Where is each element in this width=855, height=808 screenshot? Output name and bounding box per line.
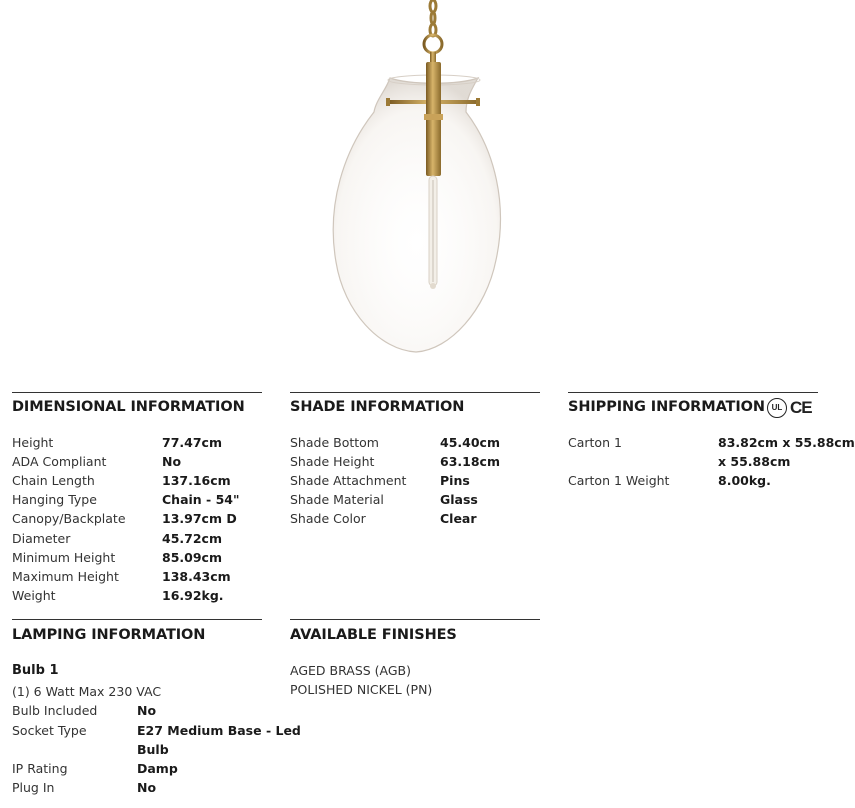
shade-label-bottom: Shade Bottom (290, 435, 379, 450)
dim-value-diameter: 45.72cm (162, 531, 222, 546)
dim-label-hanging-type: Hanging Type (12, 492, 97, 507)
dimensional-heading: DIMENSIONAL INFORMATION (12, 399, 245, 415)
shipping-rule (568, 392, 818, 393)
lamp-value-socket-type-line2: Bulb (137, 742, 169, 757)
finishes-heading: AVAILABLE FINISHES (290, 627, 457, 643)
lamp-value-bulb-included: No (137, 703, 157, 718)
carton-weight-value: 8.00kg. (718, 473, 771, 488)
shade-label-material: Shade Material (290, 492, 384, 507)
bulb-description: (1) 6 Watt Max 230 VAC (12, 684, 162, 699)
finish-item-polished-nickel: POLISHED NICKEL (PN) (290, 682, 433, 697)
shade-label-color: Shade Color (290, 511, 366, 526)
pendant-lamp-image (320, 0, 500, 370)
carton-weight-label: Carton 1 Weight (568, 473, 670, 488)
finishes-rule (290, 619, 540, 620)
dim-label-weight: Weight (12, 588, 56, 603)
lamp-value-plug-in: No (137, 780, 157, 795)
lamp-label-bulb-included: Bulb Included (12, 703, 98, 718)
bulb-title: Bulb 1 (12, 663, 59, 678)
lamping-rule (12, 619, 262, 620)
certification-marks (767, 398, 812, 418)
dim-label-chain-length: Chain Length (12, 473, 95, 488)
dim-label-canopy: Canopy/Backplate (12, 511, 126, 526)
shade-value-material: Glass (440, 492, 478, 507)
dim-label-min-height: Minimum Height (12, 550, 116, 565)
carton-label: Carton 1 (568, 435, 622, 450)
dim-value-weight: 16.92kg. (162, 588, 224, 603)
shade-value-attachment: Pins (440, 473, 470, 488)
dim-label-diameter: Diameter (12, 531, 71, 546)
lamp-label-plug-in: Plug In (12, 780, 55, 795)
shade-value-height: 63.18cm (440, 454, 500, 469)
dim-label-height: Height (12, 435, 54, 450)
dim-value-max-height: 138.43cm (162, 569, 231, 584)
carton-value-line1: 83.82cm x 55.88cm (718, 435, 855, 450)
shade-label-attachment: Shade Attachment (290, 473, 407, 488)
lamp-value-ip-rating: Damp (137, 761, 178, 776)
dim-value-chain-length: 137.16cm (162, 473, 231, 488)
shade-value-bottom: 45.40cm (440, 435, 500, 450)
dimensional-rule (12, 392, 262, 393)
lamp-label-ip-rating: IP Rating (12, 761, 68, 776)
shade-value-color: Clear (440, 511, 477, 526)
shade-label-height: Shade Height (290, 454, 375, 469)
dim-label-ada: ADA Compliant (12, 454, 107, 469)
dim-value-height: 77.47cm (162, 435, 222, 450)
lamp-value-socket-type: E27 Medium Base - Led (137, 723, 301, 738)
dim-label-max-height: Maximum Height (12, 569, 119, 584)
dim-value-ada: No (162, 454, 182, 469)
dim-value-min-height: 85.09cm (162, 550, 222, 565)
dim-value-hanging-type: Chain - 54" (162, 492, 240, 507)
lamping-heading: LAMPING INFORMATION (12, 627, 206, 643)
shade-heading: SHADE INFORMATION (290, 399, 465, 415)
ul-listed-icon: UL (767, 398, 787, 418)
finish-item-aged-brass: AGED BRASS (AGB) (290, 663, 412, 678)
shipping-heading: SHIPPING INFORMATION (568, 399, 765, 415)
dim-value-canopy: 13.97cm D (162, 511, 237, 526)
carton-value-line2: x 55.88cm (718, 454, 791, 469)
shade-rule (290, 392, 540, 393)
ce-mark-icon: CE (790, 398, 812, 417)
lamp-label-socket-type: Socket Type (12, 723, 87, 738)
